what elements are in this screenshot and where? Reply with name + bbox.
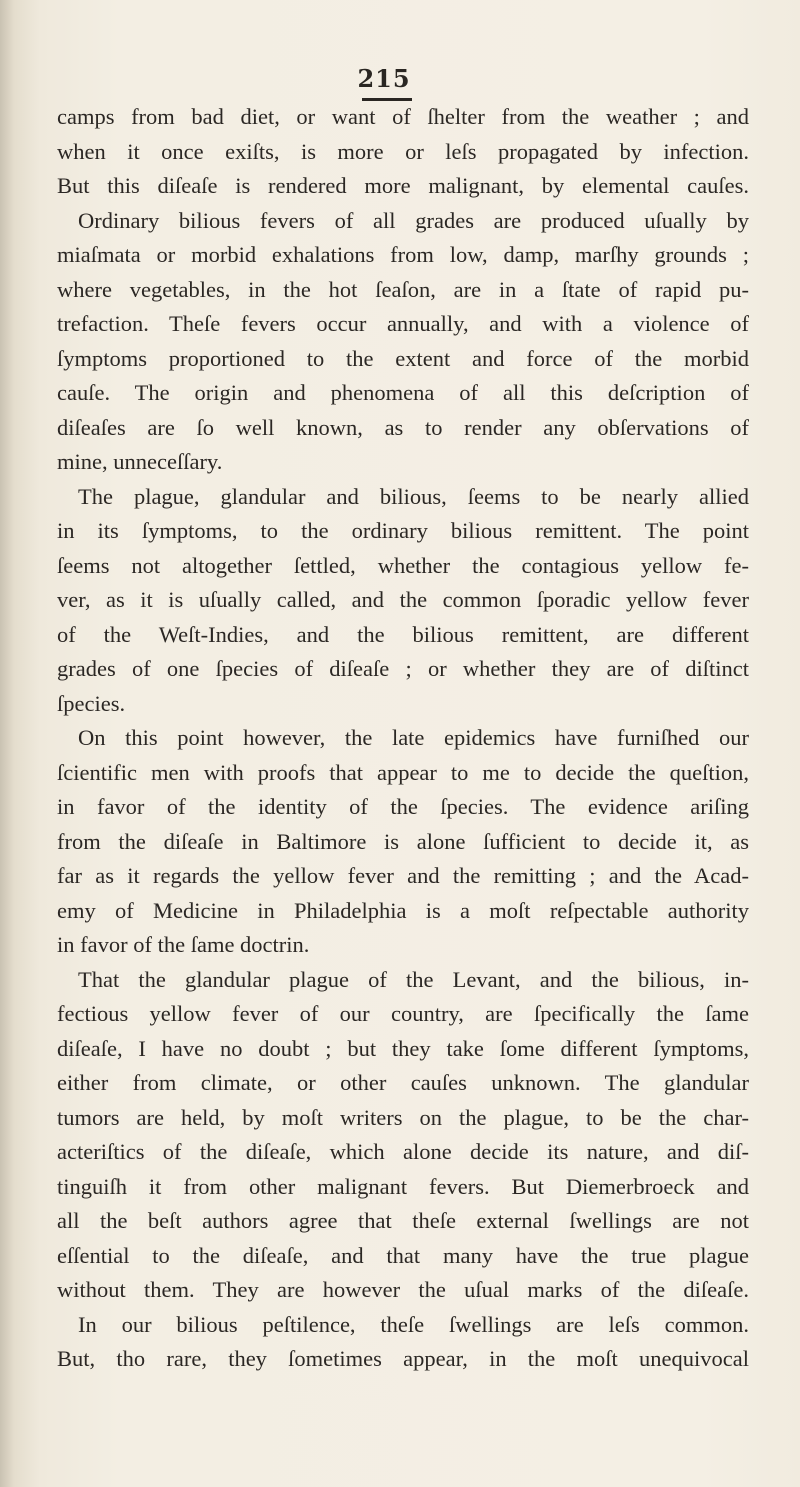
page-number: 215 (357, 64, 411, 93)
text-line: from the diſeaſe in Baltimore is alone ſufficient to decide it, as (57, 828, 749, 854)
text-line: without them. They are however the uſual marks of the diſeaſe. (57, 1277, 749, 1302)
text-line: in favor of the identity of the ſpecies. The evidence ariſing (57, 794, 749, 819)
body-text (57, 100, 749, 1377)
text-line: trefaction. Theſe fevers occur annually, and with a violence of (57, 311, 749, 336)
text-line: all the beſt authors agree that theſe external ſwellings are not (57, 1208, 749, 1233)
text-line: But this diſeaſe is rendered more malignant, by elemental cauſes. (57, 173, 749, 198)
text-line: in its ſymptoms, to the ordinary bilious remittent. The point (57, 518, 749, 543)
text-line: Ordinary bilious fevers of all grades are produced uſually by (78, 207, 749, 233)
text-line: camps from bad diet, or want of ſhelter from the weather ; and (57, 104, 749, 129)
text-line: That the glandular plague of the Levant, and the bilious, in- (78, 966, 749, 992)
text-line: diſeaſes are ſo well known, as to render any obſervations of (57, 414, 749, 440)
text-line: ſymptoms proportioned to the extent and force of the morbid (57, 345, 749, 371)
text-line: On this point however, the late epidemics have furniſhed our (78, 725, 749, 750)
text-line: The plague, glandular and bilious, ſeems to be nearly allied (78, 483, 749, 509)
text-line: miaſmata or morbid exhalations from low, damp, marſhy grounds ; (57, 242, 749, 267)
text-line: acteriſtics of the diſeaſe, which alone decide its nature, and diſ- (57, 1139, 749, 1164)
text-line: far as it regards the yellow fever and the remitting ; and the Acad- (57, 863, 749, 888)
text-line: But, tho rare, they ſometimes appear, in the moſt unequivocal (57, 1346, 749, 1371)
text-line: of the Weſt-Indies, and the bilious remittent, are different (57, 621, 749, 647)
text-line: ſeems not altogether ſettled, whether the contagious yellow fe- (57, 552, 749, 578)
text-line: emy of Medicine in Philadelphia is a moſt reſpectable authority (57, 897, 749, 923)
text-line: either from climate, or other cauſes unknown. The glandular (57, 1070, 749, 1095)
text-line: tumors are held, by moſt writers on the plague, to be the char- (57, 1104, 749, 1130)
text-line: grades of one ſpecies of diſeaſe ; or whether they are of diſtinct (57, 656, 749, 681)
text-line: ſpecies. (57, 690, 126, 716)
text-line: ver, as it is uſually called, and the common ſporadic yellow fever (57, 587, 749, 612)
text-line: cauſe. The origin and phenomena of all this deſcription of (57, 380, 749, 405)
text-line: mine, unneceſſary. (57, 449, 223, 474)
text-line: when it once exiſts, is more or leſs propagated by infection. (57, 138, 749, 164)
text-line: diſeaſe, I have no doubt ; but they take ſome different ſymptoms, (57, 1035, 749, 1061)
text-line: in favor of the ſame doctrin. (57, 932, 310, 957)
text-line: eſſential to the diſeaſe, and that many have the true plague (57, 1242, 749, 1268)
text-line: tinguiſh it from other malignant fevers. But Diemerbroeck and (57, 1173, 749, 1199)
text-line: where vegetables, in the hot ſeaſon, are in a ſtate of rapid pu- (57, 276, 749, 302)
text-line: ſcientific men with proofs that appear to me to decide the queſtion, (57, 759, 749, 785)
text-line: In our bilious peſtilence, theſe ſwellings are leſs common. (78, 1311, 749, 1337)
text-line: fectious yellow fever of our country, are ſpecifically the ſame (57, 1001, 749, 1026)
